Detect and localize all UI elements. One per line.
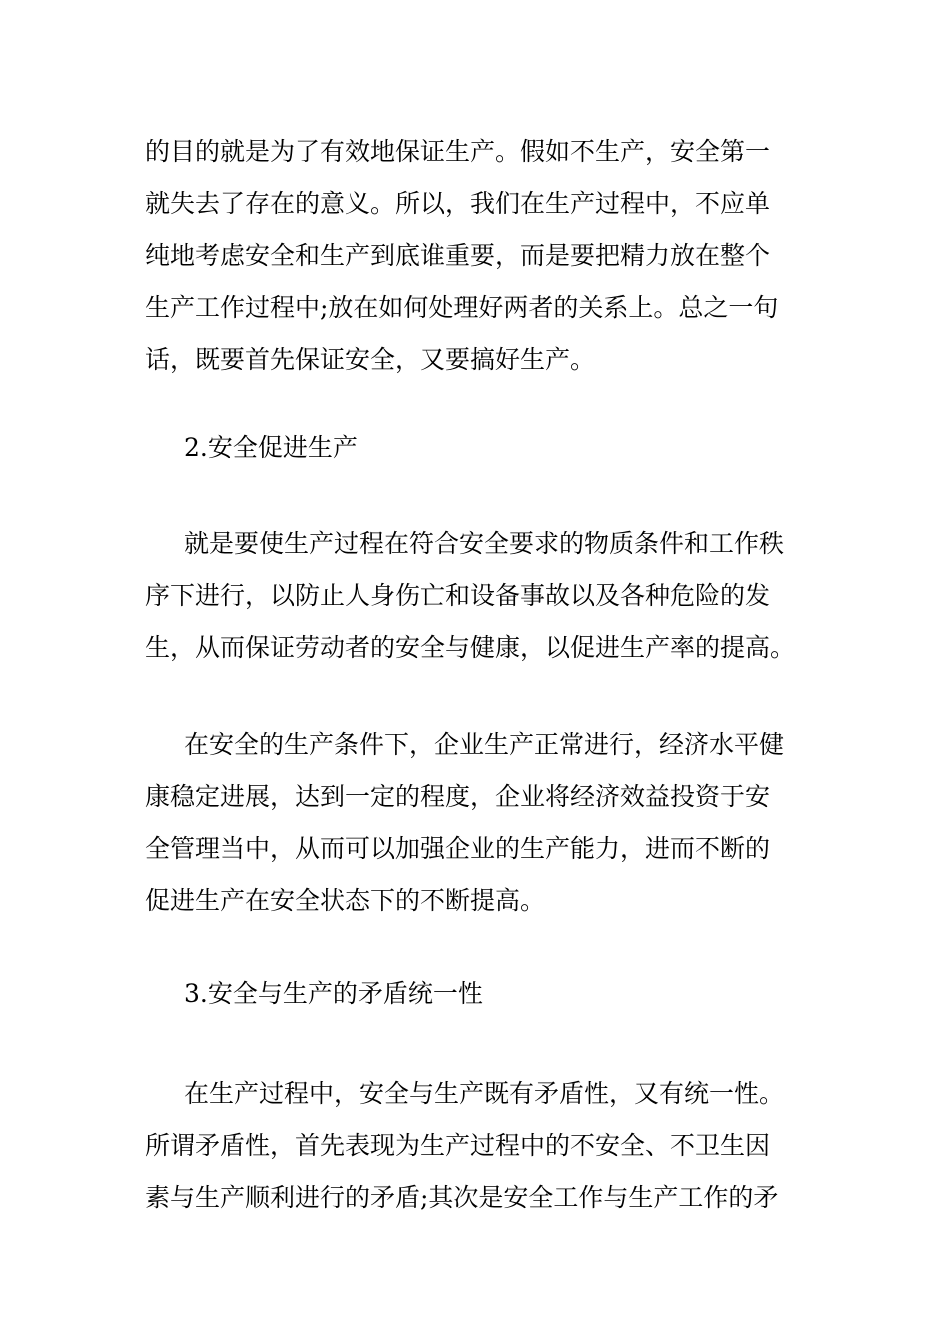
paragraph-continuation — [145, 126, 810, 386]
text-line: 生，从而保证劳动者的安全与健康，以促进生产率的提高。 — [145, 633, 796, 662]
text-line: 序下进行，以防止人身伤亡和设备事故以及各种危险的发 — [145, 581, 771, 610]
text-line: 所谓矛盾性，首先表现为生产过程中的不安全、不卫生因 — [145, 1131, 771, 1160]
text-line: 促进生产在安全状态下的不断提高。 — [145, 886, 546, 915]
text-line: 在生产过程中，安全与生产既有矛盾性，又有统一性。 — [184, 1079, 785, 1108]
section-heading-2 — [145, 422, 810, 474]
text-line: 康稳定进展，达到一定的程度，企业将经济效益投资于安 — [145, 782, 771, 811]
text-line: 素与生产顺利进行的矛盾;其次是安全工作与生产工作的矛 — [145, 1183, 779, 1212]
text-line: 就失去了存在的意义。所以，我们在生产过程中，不应单 — [145, 189, 771, 218]
heading-text: 2.安全促进生产 — [184, 433, 358, 462]
section-heading-3 — [145, 968, 810, 1020]
paragraph-safe-conditions — [145, 719, 810, 927]
text-line: 就是要使生产过程在符合安全要求的物质条件和工作秩 — [184, 529, 785, 558]
text-line: 在安全的生产条件下，企业生产正常进行，经济水平健 — [184, 730, 785, 759]
text-line: 全管理当中，从而可以加强企业的生产能力，进而不断的 — [145, 834, 771, 863]
heading-text: 3.安全与生产的矛盾统一性 — [184, 979, 483, 1008]
text-line: 话，既要首先保证安全，又要搞好生产。 — [145, 345, 596, 374]
text-line: 纯地考虑安全和生产到底谁重要，而是要把精力放在整个 — [145, 241, 771, 270]
paragraph-contradiction-unity — [145, 1068, 810, 1224]
text-line: 生产工作过程中;放在如何处理好两者的关系上。总之一句 — [145, 293, 779, 322]
paragraph-safety-promotes-production — [145, 518, 810, 674]
text-line: 的目的就是为了有效地保证生产。假如不生产，安全第一 — [145, 137, 771, 166]
